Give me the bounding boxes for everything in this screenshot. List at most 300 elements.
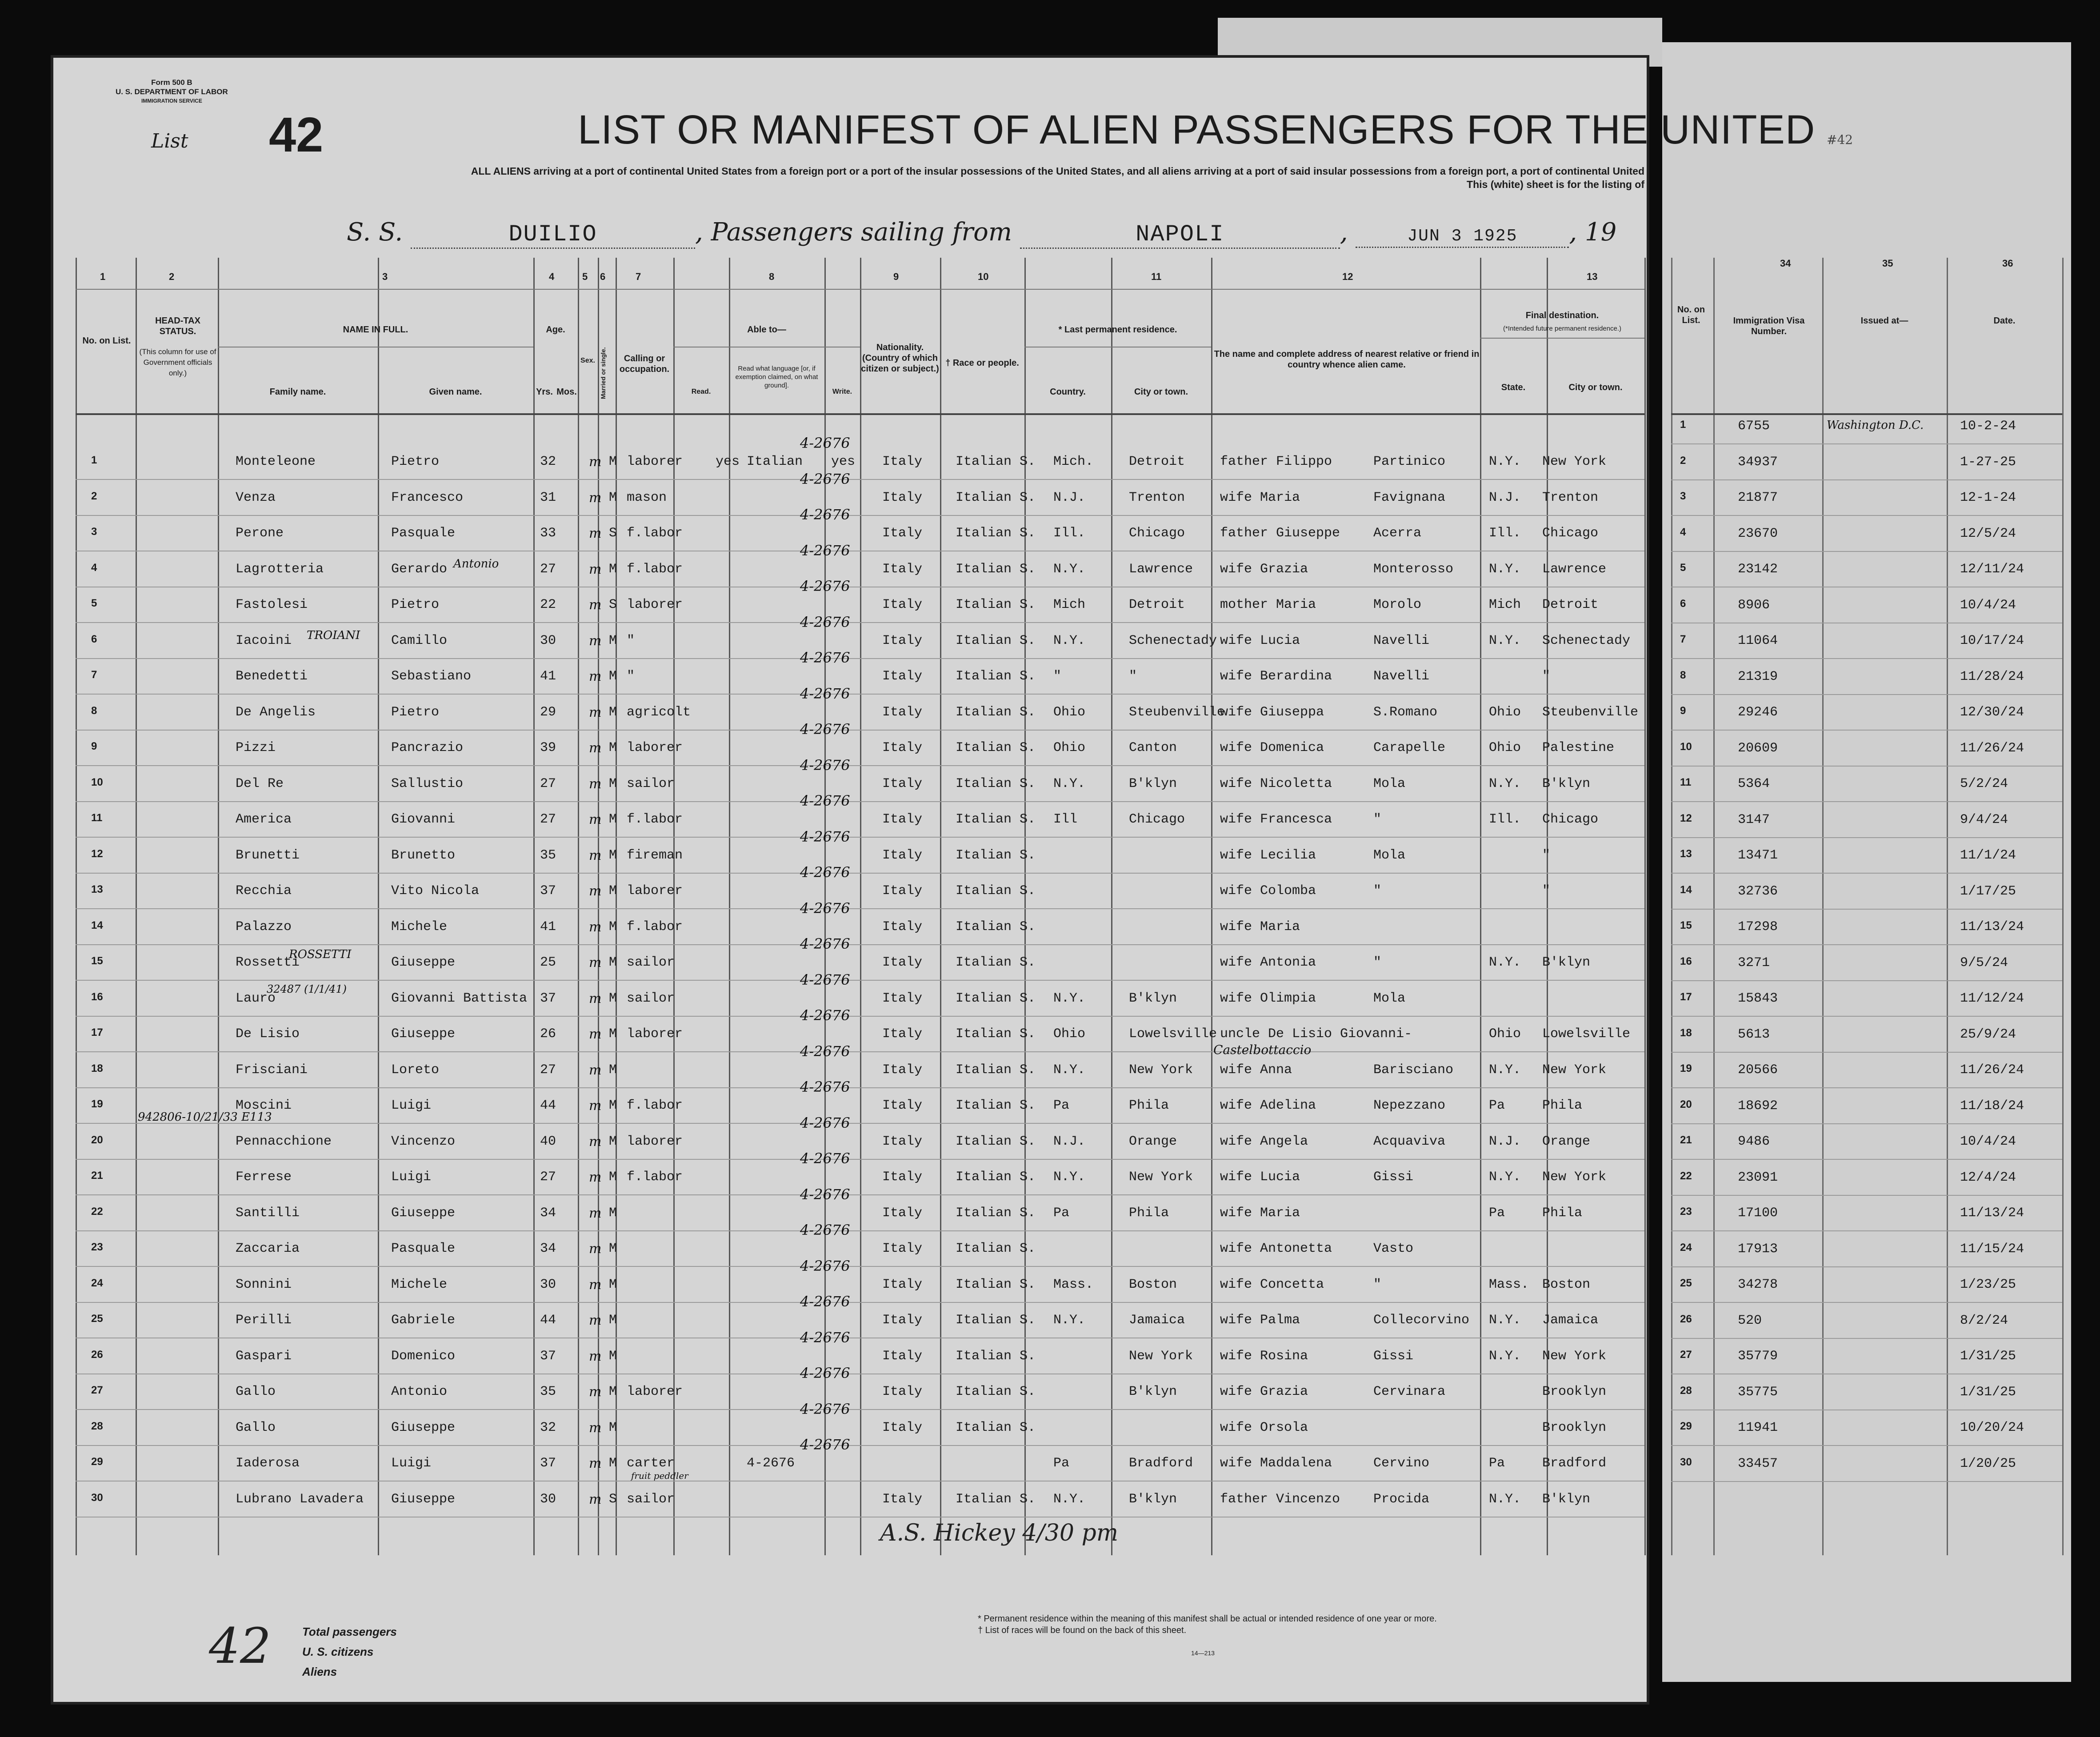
destination-state: Pa [1489, 1205, 1505, 1221]
read-language-annotation: 4-2676 [800, 1436, 850, 1453]
race: Italian S. [956, 561, 1036, 577]
race: Italian S. [956, 1348, 1036, 1364]
visa-number: 9486 [1738, 1134, 1770, 1149]
age-years: 27 [540, 561, 556, 577]
given-name: Antonio [391, 1384, 448, 1399]
name-annotation: 32487 (1/1/41) [267, 982, 347, 995]
column-number: 6 [600, 271, 606, 282]
race: Italian S. [956, 526, 1036, 541]
visa-row-number: 6 [1680, 597, 1686, 610]
header-sex: Sex. [580, 357, 595, 364]
table-row [76, 1293, 1644, 1338]
family-name: Lagrotteria [236, 561, 324, 577]
married-single: M [609, 1420, 617, 1435]
race: Italian S. [956, 1026, 1036, 1042]
table-row [76, 721, 1644, 766]
name-annotation: ROSSETTI [289, 948, 352, 961]
visa-row-number: 11 [1680, 776, 1692, 788]
family-name: Zaccaria [236, 1241, 300, 1256]
list-number: 42 [269, 108, 324, 162]
married-single: M [609, 1313, 617, 1328]
visa-number: 21319 [1738, 669, 1778, 684]
residence-country: " [1053, 669, 1062, 684]
row-number: 30 [91, 1491, 103, 1504]
visa-row [1671, 516, 2062, 552]
table-row [76, 685, 1644, 731]
married-single: M [609, 955, 617, 970]
race: Italian S. [956, 1241, 1036, 1256]
visa-row-number: 10 [1680, 740, 1692, 753]
occupation: laborer [627, 597, 683, 612]
sex-mark: m [589, 1384, 602, 1400]
row-number: 2 [91, 490, 97, 502]
header-bottom-rule [76, 413, 1644, 415]
nearest-relative: mother Maria [1220, 597, 1316, 612]
relative-place: Morolo [1373, 597, 1422, 612]
race: Italian S. [956, 1491, 1036, 1507]
visa-number: 35775 [1738, 1384, 1778, 1400]
read-language-annotation: 4-2676 [800, 1007, 850, 1024]
nationality: Italy [882, 704, 923, 720]
race: Italian S. [956, 955, 1036, 970]
race: Italian S. [956, 454, 1036, 469]
nearest-relative: wife Concetta [1220, 1277, 1324, 1292]
visa-row [1671, 1089, 2062, 1124]
residence-country: N.Y. [1053, 776, 1086, 791]
read-language: Italian [747, 454, 803, 469]
visa-date: 11/28/24 [1960, 669, 2024, 684]
married-single: M [609, 633, 617, 648]
family-name: Pizzi [236, 740, 276, 755]
nationality: Italy [882, 1134, 923, 1149]
family-name: Lubrano Lavadera [236, 1491, 364, 1507]
family-name: Gallo [236, 1420, 276, 1435]
family-name: Venza [236, 490, 276, 505]
row-number: 4 [91, 561, 97, 574]
destination-state: N.Y. [1489, 1313, 1521, 1328]
table-row [76, 1257, 1644, 1303]
visa-row-number: 12 [1680, 812, 1692, 824]
destination-city: Brooklyn [1542, 1384, 1607, 1399]
visa-row-number: 1 [1680, 419, 1686, 431]
visa-table [1671, 258, 2062, 1555]
header-final-destination: Final destination. [1525, 311, 1599, 320]
visa-date: 1-27-25 [1960, 454, 2016, 470]
visa-date: 25/9/24 [1960, 1026, 2016, 1042]
race: Italian S. [956, 1313, 1036, 1328]
age-years: 30 [540, 1491, 556, 1507]
married-single: S [609, 526, 617, 541]
relative-place: Carapelle [1373, 740, 1446, 755]
header-final-dest-note: (*Intended future permanent residence.) [1503, 325, 1621, 332]
relative-place: Mola [1373, 776, 1406, 791]
header-read-language: Read what language [or, if exemption claimed, on what ground]. [735, 365, 818, 389]
sex-mark: m [589, 669, 602, 684]
visa-row [1671, 1124, 2062, 1160]
row-number: 19 [91, 1098, 103, 1110]
sex-mark: m [589, 1456, 602, 1471]
row-number: 17 [91, 1026, 103, 1038]
nearest-relative: wife Francesca [1220, 812, 1332, 827]
occupation: laborer [627, 1384, 683, 1399]
residence-country: Ohio [1053, 740, 1086, 755]
header-r-no-on-list: No. on List. [1677, 305, 1705, 325]
visa-number: 23670 [1738, 526, 1778, 541]
destination-city: Chicago [1542, 526, 1599, 541]
given-name: Giuseppe [391, 1026, 456, 1042]
visa-row [1671, 1267, 2062, 1303]
married-single: M [609, 669, 617, 684]
row-number: 5 [91, 597, 97, 609]
visa-date: 9/4/24 [1960, 812, 2008, 827]
nationality: Italy [882, 526, 923, 541]
family-name: Lauro [236, 990, 276, 1006]
column-number: 1 [100, 271, 106, 282]
residence-city: Boston [1129, 1277, 1177, 1292]
visa-row-number: 4 [1680, 526, 1686, 538]
given-name: Pietro [391, 454, 440, 469]
visa-date: 11/26/24 [1960, 1062, 2024, 1078]
residence-city: Chicago [1129, 526, 1185, 541]
row-number: 8 [91, 704, 97, 717]
visa-row [1671, 910, 2062, 945]
occupation: f.labor [627, 812, 683, 827]
residence-city: Lowelsville [1129, 1026, 1217, 1042]
family-name: Iacoini [236, 633, 292, 648]
sex-mark: m [589, 633, 602, 649]
writes: yes [831, 454, 856, 469]
nationality: Italy [882, 597, 923, 612]
relative-place: Barisciano [1373, 1062, 1454, 1078]
family-name: Gaspari [236, 1348, 292, 1364]
sex-mark: m [589, 1491, 602, 1507]
married-single: M [609, 883, 617, 898]
sex-mark: m [589, 1420, 602, 1436]
read-language-annotation: 4-2676 [800, 1078, 850, 1095]
nationality: Italy [882, 740, 923, 755]
sex-mark: m [589, 847, 602, 863]
visa-date: 11/18/24 [1960, 1098, 2024, 1114]
family-name: De Lisio [236, 1026, 300, 1042]
row-number: 11 [91, 812, 103, 824]
column-number: 7 [636, 271, 641, 282]
occupation: laborer [627, 883, 683, 898]
destination-city: Schenectady [1542, 633, 1631, 648]
occupation: sailor [627, 990, 675, 1006]
destination-city: Detroit [1542, 597, 1599, 612]
column-number: 8 [769, 271, 775, 282]
nationality: Italy [882, 990, 923, 1006]
row-number: 23 [91, 1241, 103, 1253]
list-label: List [151, 130, 188, 152]
ship-line: S. S. DUILIO , Passengers sailing from NAPOLI , JUN 3 1925 , 19 [347, 218, 1616, 249]
residence-city: B'klyn [1129, 990, 1177, 1006]
visa-row [1671, 731, 2062, 767]
sex-mark: m [589, 1348, 602, 1364]
family-name: Santilli [236, 1205, 300, 1221]
relative-place: Partinico [1373, 454, 1446, 469]
row-number: 10 [91, 776, 103, 788]
age-years: 25 [540, 955, 556, 970]
visa-row [1671, 409, 2062, 444]
header-given-name: Given name. [429, 387, 482, 397]
destination-city: " [1542, 847, 1551, 863]
column-number: 35 [1882, 258, 1893, 269]
visa-number: 23142 [1738, 562, 1778, 577]
read-language-annotation: 4-2676 [800, 578, 850, 595]
occupation: f.labor [627, 526, 683, 541]
residence-country: Pa [1053, 1456, 1070, 1471]
visa-date: 8/2/24 [1960, 1313, 2008, 1328]
family-name: Del Re [236, 776, 284, 791]
row-number: 27 [91, 1384, 103, 1396]
residence-city: Phila [1129, 1205, 1169, 1221]
age-years: 27 [540, 776, 556, 791]
family-name: Frisciani [236, 1062, 308, 1078]
table-row [76, 864, 1644, 909]
visa-number: 8906 [1738, 597, 1770, 613]
visa-row [1671, 445, 2062, 480]
married-single: M [609, 776, 617, 791]
relative-place: Mola [1373, 847, 1406, 863]
visa-number: 21877 [1738, 490, 1778, 505]
married-single: M [609, 1456, 617, 1471]
married-single: M [609, 1134, 617, 1149]
ship-name: DUILIO [508, 221, 597, 248]
table-row [76, 899, 1644, 945]
age-years: 31 [540, 490, 556, 505]
nearest-relative: wife Nicoletta [1220, 776, 1332, 791]
residence-country: Pa [1053, 1098, 1070, 1113]
nearest-relative: wife Antonetta [1220, 1241, 1332, 1256]
nationality: Italy [882, 1384, 923, 1399]
relative-place: " [1373, 955, 1382, 970]
header-issued-at: Issued at— [1860, 316, 1908, 326]
header-mos: Mos. [556, 387, 577, 397]
relative-place: Acquaviva [1373, 1134, 1446, 1149]
visa-date: 5/2/24 [1960, 776, 2008, 791]
table-row [76, 506, 1644, 551]
given-name: Francesco [391, 490, 464, 505]
occupation: " [627, 669, 635, 684]
occupation: sailor [627, 955, 675, 970]
visa-number: 35779 [1738, 1349, 1778, 1364]
visa-row [1671, 552, 2062, 587]
given-name: Giuseppe [391, 1205, 456, 1221]
married-single: M [609, 1384, 617, 1399]
residence-country: N.Y. [1053, 1062, 1086, 1078]
race: Italian S. [956, 1098, 1036, 1113]
table-row [76, 1150, 1644, 1195]
nationality: Italy [882, 669, 923, 684]
visa-row [1671, 1375, 2062, 1410]
header-nationality: Nationality. (Country of which citizen or subject.) [861, 343, 939, 374]
column-number: 36 [2002, 258, 2013, 269]
header-rule [1480, 338, 1644, 339]
sex-mark: m [589, 490, 602, 506]
given-name: Giovanni [391, 812, 456, 827]
destination-city: Trenton [1542, 490, 1599, 505]
visa-number: 17913 [1738, 1241, 1778, 1257]
table-row [76, 1078, 1644, 1124]
relative-place: Vasto [1373, 1241, 1414, 1256]
visa-row-number: 14 [1680, 883, 1692, 896]
visa-number: 520 [1738, 1313, 1762, 1328]
family-name: De Angelis [236, 704, 316, 720]
relative-place: Navelli [1373, 669, 1430, 684]
nearest-relative: wife Colomba [1220, 883, 1316, 898]
destination-state: N.Y. [1489, 561, 1521, 577]
age-years: 30 [540, 1277, 556, 1292]
relative-place: Collecorvino [1373, 1313, 1470, 1328]
age-years: 40 [540, 1134, 556, 1149]
nearest-relative: wife Domenica [1220, 740, 1324, 755]
reads: yes [716, 454, 740, 469]
residence-city: Jamaica [1129, 1313, 1185, 1328]
table-row [76, 1436, 1644, 1481]
nearest-relative: wife Palma [1220, 1313, 1300, 1328]
visa-number: 17298 [1738, 919, 1778, 934]
visa-date: 11/1/24 [1960, 848, 2016, 863]
read-language-annotation: 4-2676 [800, 756, 850, 774]
destination-city: Boston [1542, 1277, 1591, 1292]
relative-place: Gissi [1373, 1348, 1414, 1364]
nearest-relative: wife Adelina [1220, 1098, 1316, 1113]
family-name: Benedetti [236, 669, 308, 684]
residence-city: New York [1129, 1062, 1193, 1078]
occupation: f.labor [627, 1098, 683, 1113]
relative-place: Nepezzano [1373, 1098, 1446, 1113]
visa-row-number: 13 [1680, 848, 1692, 860]
header-dest-city: City or town. [1568, 383, 1623, 392]
residence-country: N.Y. [1053, 990, 1086, 1006]
column-rule [2062, 258, 2064, 1555]
destination-city: Phila [1542, 1205, 1583, 1221]
relative-place: " [1373, 1277, 1382, 1292]
destination-city: Phila [1542, 1098, 1583, 1113]
name-annotation: TROIANI [307, 628, 360, 642]
header-date: Date. [1993, 316, 2016, 326]
header-head-tax: HEAD-TAX STATUS. [155, 316, 200, 336]
race: Italian S. [956, 812, 1036, 827]
visa-date: 10/4/24 [1960, 597, 2016, 613]
married-single: M [609, 919, 617, 934]
married-single: M [609, 1062, 617, 1078]
table-row [76, 435, 1644, 480]
residence-city: Detroit [1129, 454, 1185, 469]
age-years: 37 [540, 990, 556, 1006]
family-name: Recchia [236, 883, 292, 898]
occupation: sailor [627, 1491, 675, 1507]
column-number: 3 [382, 271, 388, 282]
given-name: Luigi [391, 1170, 432, 1185]
destination-state: N.Y. [1489, 1491, 1521, 1507]
read-language-annotation: 4-2676 [800, 1150, 850, 1167]
relative-place: Cervinara [1373, 1384, 1446, 1399]
married-single: M [609, 1098, 617, 1113]
occupation: laborer [627, 1134, 683, 1149]
destination-city: Chicago [1542, 812, 1599, 827]
given-name: Camillo [391, 633, 448, 648]
given-name: Pancrazio [391, 740, 464, 755]
visa-row [1671, 803, 2062, 838]
read-language-annotation: 4-2676 [800, 506, 850, 523]
occupation-annotation: fruit peddler [631, 1470, 688, 1481]
visa-date: 10/4/24 [1960, 1134, 2016, 1149]
residence-city: Chicago [1129, 812, 1185, 827]
sex-mark: m [589, 1205, 602, 1221]
age-years: 33 [540, 526, 556, 541]
residence-city: Trenton [1129, 490, 1185, 505]
married-single: M [609, 1241, 617, 1256]
sex-mark: m [589, 561, 602, 577]
read-language-annotation: 4-2676 [800, 792, 850, 809]
visa-row [1671, 767, 2062, 802]
nearest-relative: wife Grazia [1220, 561, 1308, 577]
sex-mark: m [589, 526, 602, 541]
header-calling: Calling or occupation. [619, 354, 670, 374]
race: Italian S. [956, 1205, 1036, 1221]
visa-number: 3271 [1738, 955, 1770, 970]
relative-place: Monterosso [1373, 561, 1454, 577]
age-years: 41 [540, 669, 556, 684]
visa-row [1671, 623, 2062, 659]
visa-number: 34937 [1738, 454, 1778, 470]
destination-city: Jamaica [1542, 1313, 1599, 1328]
date-stamp: JUN 3 1925 [1407, 227, 1518, 246]
row-number: 15 [91, 955, 103, 967]
residence-city: Steubenville [1129, 704, 1225, 720]
occupation: f.labor [627, 561, 683, 577]
race: Italian S. [956, 1170, 1036, 1185]
footnotes: * Permanent residence within the meaning of this manifest shall be actual or intended residence of one year or more. † List of races will be found on the back of this sheet. [978, 1614, 1437, 1635]
header-married: Married or single. [600, 347, 607, 399]
given-name: Giuseppe [391, 1420, 456, 1435]
visa-number: 34278 [1738, 1277, 1778, 1292]
nationality: Italy [882, 776, 923, 791]
visa-row [1671, 1053, 2062, 1088]
nearest-relative: wife Antonia [1220, 955, 1316, 970]
occupation: sailor [627, 776, 675, 791]
read-language-annotation: 4-2676 [800, 899, 850, 917]
form-code: 14—213 [1191, 1649, 1215, 1657]
age-years: 30 [540, 633, 556, 648]
nationality: Italy [882, 1420, 923, 1435]
nearest-relative: wife Angela [1220, 1134, 1308, 1149]
visa-row-number: 17 [1680, 991, 1692, 1003]
age-years: 27 [540, 1170, 556, 1185]
destination-city: B'klyn [1542, 955, 1591, 970]
header-race: † Race or people. [945, 358, 1019, 368]
given-name: Vincenzo [391, 1134, 456, 1149]
sex-mark: m [589, 955, 602, 970]
nationality: Italy [882, 561, 923, 577]
married-single: S [609, 597, 617, 612]
residence-country: N.Y. [1053, 1170, 1086, 1185]
nationality: Italy [882, 1098, 923, 1113]
row-number: 20 [91, 1134, 103, 1146]
nationality: Italy [882, 955, 923, 970]
nearest-relative: wife Maria [1220, 919, 1300, 934]
family-name: Iaderosa [236, 1456, 300, 1471]
residence-country: Pa [1053, 1205, 1070, 1221]
visa-date: 11/26/24 [1960, 740, 2024, 756]
visa-row-number: 29 [1680, 1420, 1692, 1432]
married-single: M [609, 847, 617, 863]
sex-mark: m [589, 597, 602, 613]
read-language-annotation: 4-2676 [800, 1186, 850, 1203]
table-row [76, 649, 1644, 695]
